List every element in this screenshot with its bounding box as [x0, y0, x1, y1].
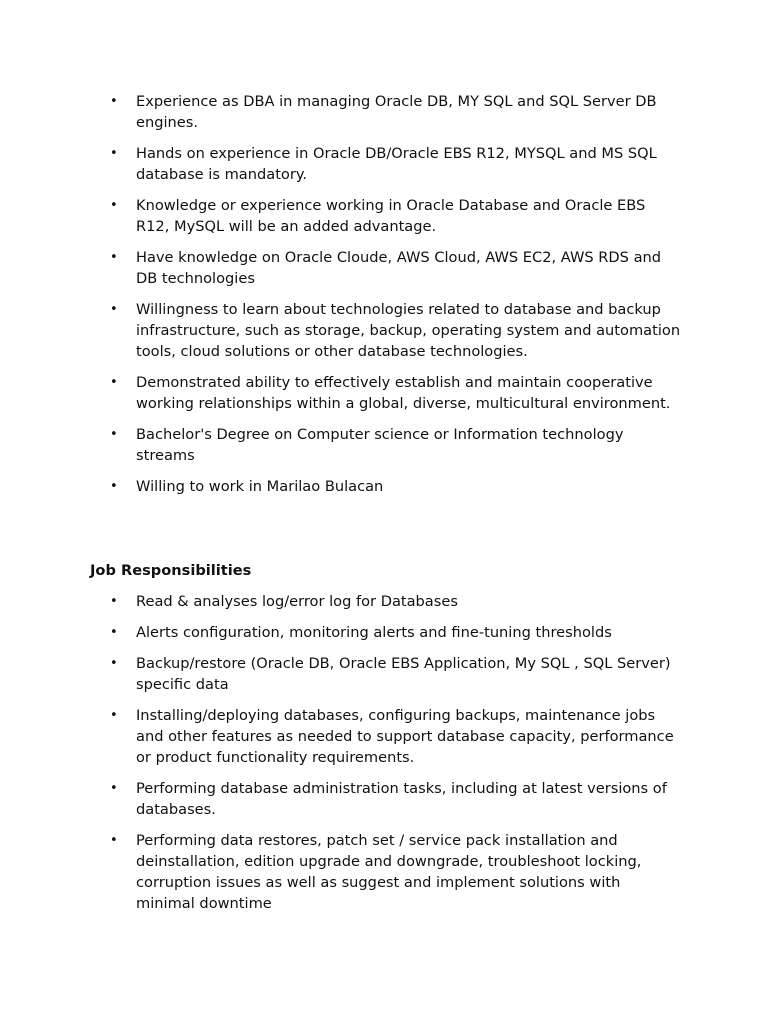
list-item [0, 476, 682, 497]
list-item-text: Alerts configuration, monitoring alerts and fine-tuning thresholds [136, 624, 612, 641]
bullet-icon: • [110, 594, 118, 609]
list-item-text: Read & analyses log/error log for Databases [136, 593, 458, 610]
list-item [0, 424, 682, 466]
bullet-icon: • [110, 708, 118, 723]
list-item-text: Knowledge or experience working in Oracle Database and Oracle EBS R12, MySQL will be an added advantage. [136, 197, 646, 235]
bullet-icon: • [110, 94, 118, 109]
list-item [0, 622, 682, 643]
list-item-text: Backup/restore (Oracle DB, Oracle EBS Application, My SQL , SQL Server) specific data [136, 655, 671, 693]
list-item-text: Demonstrated ability to effectively establish and maintain cooperative working relationships within a global, diverse, multicultural environment. [136, 374, 671, 412]
list-item-text: Willing to work in Marilao Bulacan [136, 478, 384, 495]
responsibilities-list [0, 591, 768, 914]
bullet-icon: • [110, 250, 118, 265]
list-item [0, 705, 682, 768]
requirements-section [0, 91, 768, 507]
list-item-text: Willingness to learn about technologies related to database and backup infrastructure, such as storage, backup, operating system and automation tools, cloud solutions or other database technologies. [136, 301, 681, 360]
bullet-icon: • [110, 427, 118, 442]
bullet-icon: • [110, 146, 118, 161]
bullet-icon: • [110, 198, 118, 213]
list-item [0, 778, 682, 820]
list-item-text: Experience as DBA in managing Oracle DB, MY SQL and SQL Server DB engines. [136, 93, 657, 131]
responsibilities-section [0, 560, 768, 924]
list-item [0, 653, 682, 695]
bullet-icon: • [110, 656, 118, 671]
list-item-text: Performing database administration tasks, including at latest versions of databases. [136, 780, 667, 818]
list-item [0, 143, 682, 185]
list-item [0, 372, 682, 414]
list-item-text: Installing/deploying databases, configuring backups, maintenance jobs and other features as needed to support database capacity, performance or product functionality requirements. [136, 707, 674, 766]
bullet-icon: • [110, 833, 118, 848]
list-item [0, 247, 682, 289]
list-item [0, 830, 682, 914]
list-item [0, 299, 682, 362]
requirements-list [0, 91, 768, 497]
list-item [0, 91, 682, 133]
section-heading: Job Responsibilities [90, 562, 252, 579]
list-item-text: Bachelor's Degree on Computer science or Information technology streams [136, 426, 624, 464]
list-item [0, 195, 682, 237]
list-item-text: Have knowledge on Oracle Cloude, AWS Cloud, AWS EC2, AWS RDS and DB technologies [136, 249, 662, 287]
bullet-icon: • [110, 302, 118, 317]
list-item-text: Hands on experience in Oracle DB/Oracle EBS R12, MYSQL and MS SQL database is mandatory. [136, 145, 657, 183]
bullet-icon: • [110, 781, 118, 796]
list-item-text: Performing data restores, patch set / service pack installation and deinstallation, edition upgrade and downgrade, troubleshoot locking, corruption issues as well as suggest and implement solutions with minimal downtime [136, 832, 642, 912]
bullet-icon: • [110, 625, 118, 640]
bullet-icon: • [110, 375, 118, 390]
bullet-icon: • [110, 479, 118, 494]
list-item [0, 591, 682, 612]
